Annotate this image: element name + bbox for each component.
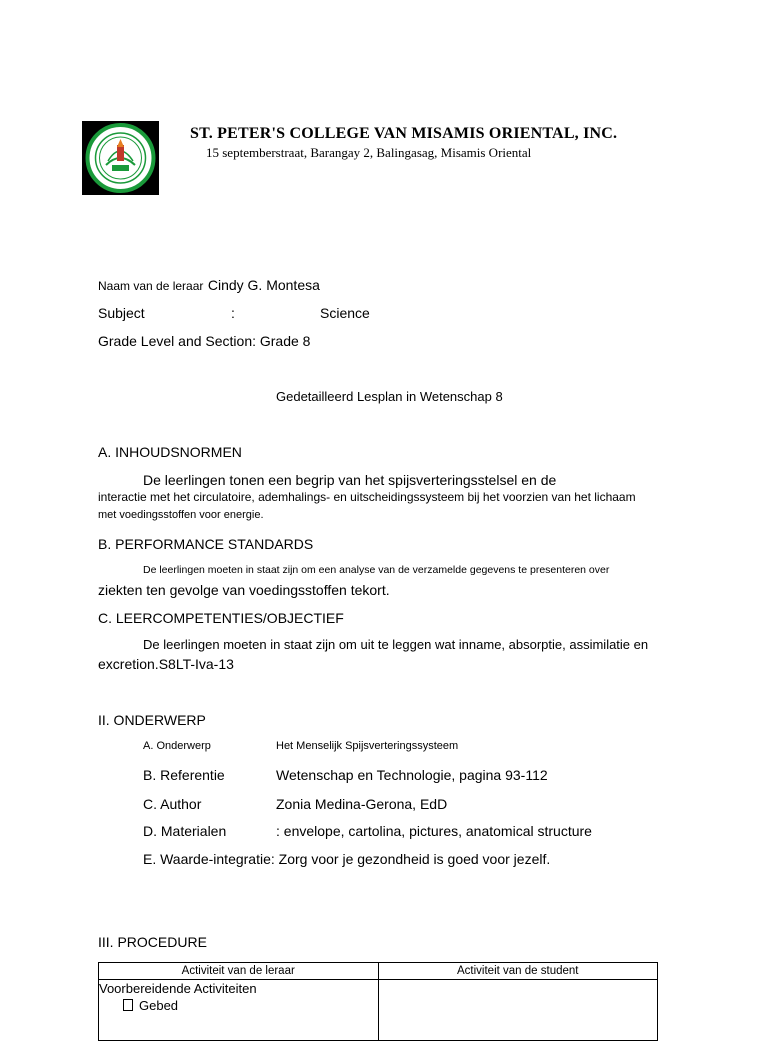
section-c-line1: De leerlingen moeten in staat zijn om uit te leggen wat inname, absorptie, assimilatie en [143, 637, 649, 652]
section-c-heading: C. LEERCOMPETENTIES/OBJECTIEF [98, 610, 344, 626]
teacher-name: Cindy G. Montesa [207, 277, 320, 293]
list-item [99, 997, 378, 1014]
values-integration-line: E. Waarde-integratie: Zorg voor je gezondheid is goed voor jezelf. [143, 851, 551, 867]
teacher-line [98, 277, 320, 295]
section-a-line3: met voedingsstoffen voor energie. [98, 509, 264, 521]
topic-heading: II. ONDERWERP [98, 712, 206, 728]
topic-label-a: A. Onderwerp [143, 740, 211, 752]
topic-value-c: Zonia Medina-Gerona, EdD [276, 796, 448, 812]
school-seal-logo [82, 121, 159, 195]
topic-label-d: D. Materialen [143, 823, 227, 839]
section-a-line2: interactie met het circulatoire, ademhalings- en uitscheidingssysteem bij het voorzien van het lichaam [98, 490, 636, 504]
section-b-heading: B. PERFORMANCE STANDARDS [98, 536, 314, 552]
subject-value: Science [320, 305, 370, 321]
procedure-table [98, 962, 658, 1041]
topic-value-a: Het Menselijk Spijsverteringssysteem [276, 740, 459, 752]
subject-label: Subject [98, 305, 145, 321]
column-header-teacher: Activiteit van de leraar [99, 963, 379, 980]
school-address: 15 septemberstraat, Barangay 2, Balingasag, Misamis Oriental [206, 145, 532, 160]
section-a-heading: A. INHOUDSNORMEN [98, 444, 242, 460]
teacher-label: Naam van de leraar [98, 279, 204, 293]
topic-value-b: Wetenschap en Technologie, pagina 93-112 [276, 767, 548, 783]
section-c-line2: excretion.S8LT-Iva-13 [98, 656, 234, 672]
school-name: ST. PETER'S COLLEGE VAN MISAMIS ORIENTAL, INC. [190, 125, 618, 142]
row-title: Voorbereidende Activiteiten [99, 981, 257, 996]
teacher-activity-cell [99, 980, 379, 1041]
topic-label-b: B. Referentie [143, 767, 225, 783]
student-activity-cell [378, 980, 658, 1041]
topic-label-c: C. Author [143, 796, 202, 812]
column-header-student: Activiteit van de student [378, 963, 658, 980]
grade-line: Grade Level and Section: Grade 8 [98, 333, 311, 349]
section-a-line1: De leerlingen tonen een begrip van het spijsverteringsstelsel en de [143, 472, 557, 488]
checkbox-bullet-icon [123, 999, 133, 1011]
procedure-heading: III. PROCEDURE [98, 934, 207, 950]
document-title: Gedetailleerd Lesplan in Wetenschap 8 [276, 389, 503, 404]
list-item-label: Gebed [139, 998, 179, 1013]
table-row [99, 980, 658, 1041]
section-b-line2: ziekten ten gevolge van voedingsstoffen tekort. [98, 582, 390, 598]
subject-separator: : [231, 305, 235, 321]
topic-value-d: : envelope, cartolina, pictures, anatomical structure [276, 823, 592, 839]
section-b-line1: De leerlingen moeten in staat zijn om een analyse van de verzamelde gegevens te presenteren over [143, 564, 610, 576]
